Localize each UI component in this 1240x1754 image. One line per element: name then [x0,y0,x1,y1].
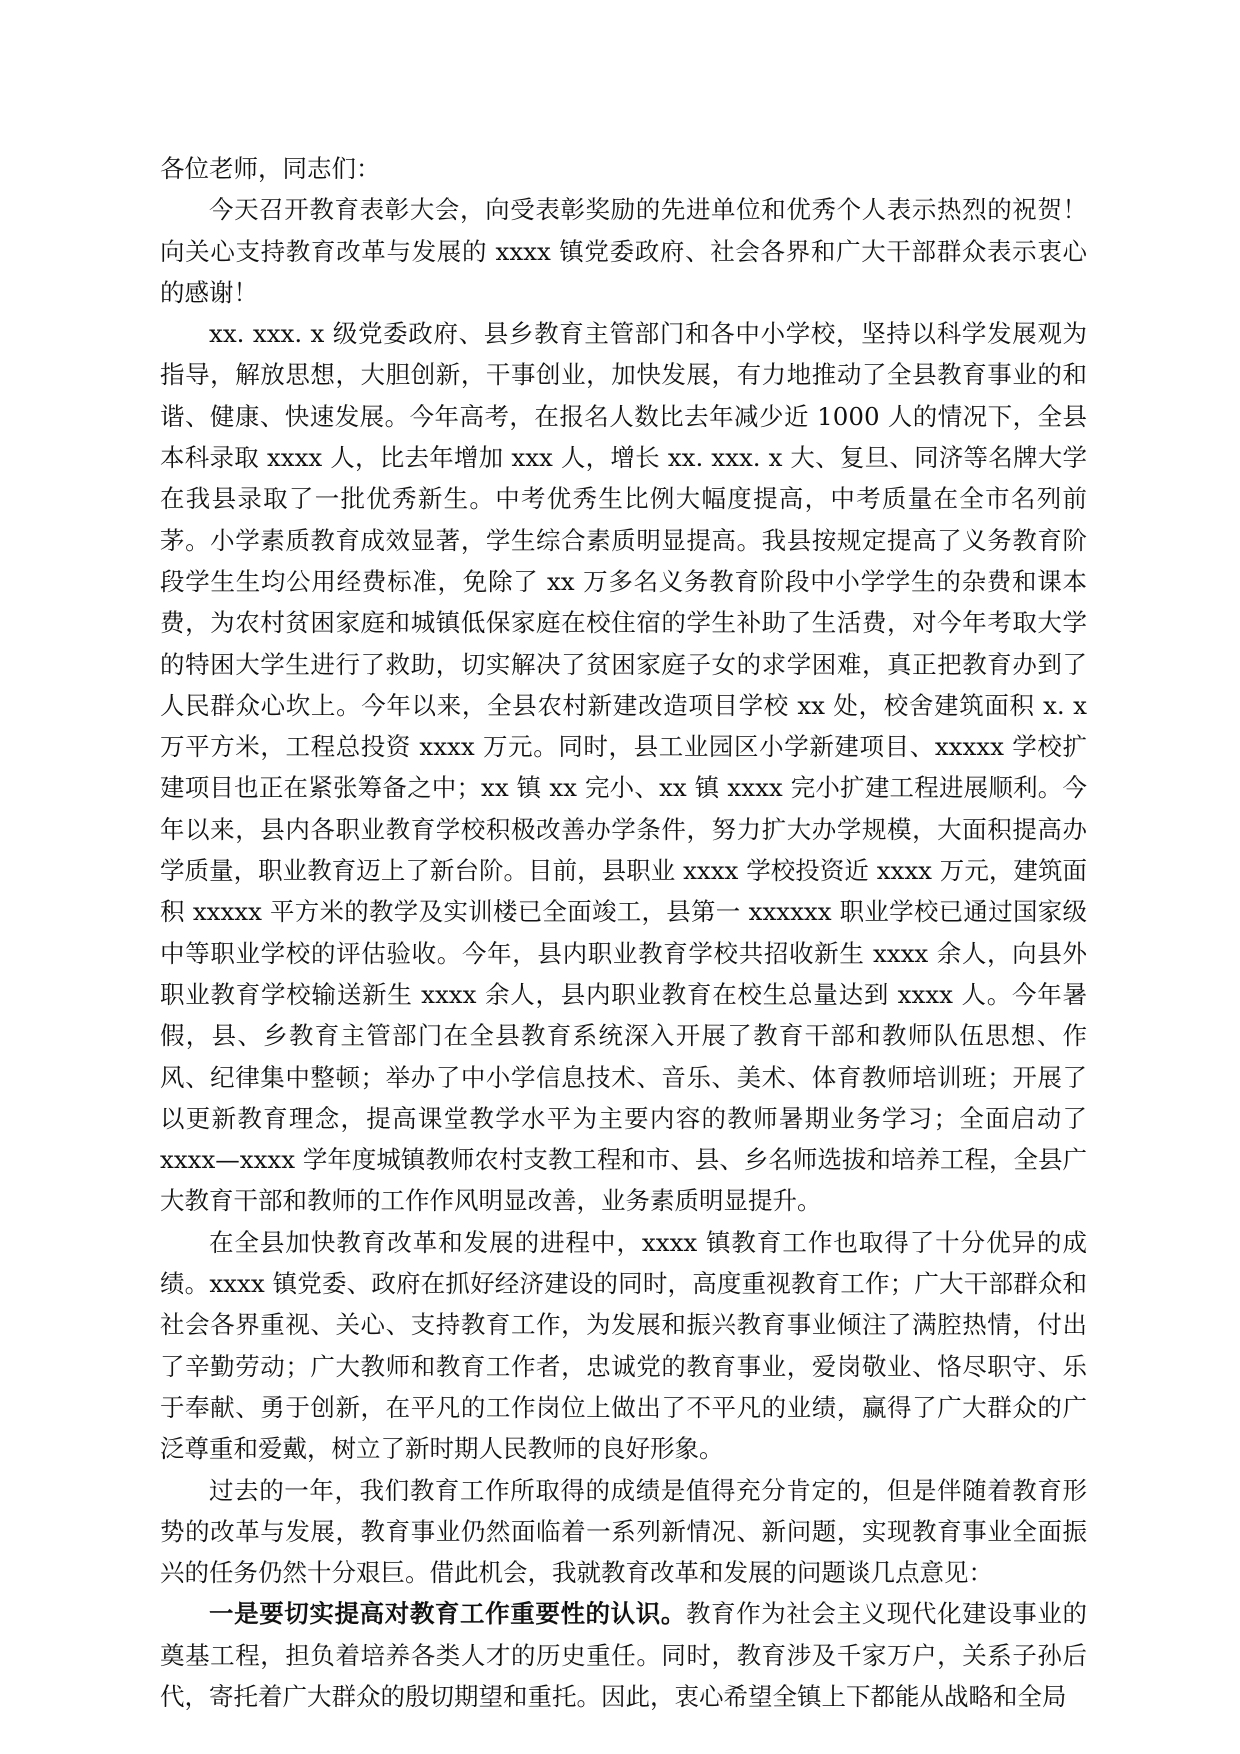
paragraph-county-achievements: xx. xxx. x 级党委政府、县乡教育主管部门和各中小学校，坚持以科学发展观为指导，解放思想，大胆创新，干事创业，加快发展，有力地推动了全县教育事业的和谐、健康、快速发展。今年高考，在报名人数比去年减少近 1000 人的情况下，全县本科录取 xxxx 人，比去年增加 xxx 人，增长 xx. xxx. x 大、复旦、同济等名牌大学在我县录取了一批优秀新生。中考优秀生比例大幅度提高，中考质量在全市名列前茅。小学素质教育成效显著，学生综合素质明显提高。我县按规定提高了义务教育阶段学生生均公用经费标准，免除了 xx 万多名义务教育阶段中小学学生的杂费和课本费，为农村贫困家庭和城镇低保家庭在校住宿的学生补助了生活费，对今年考取大学的特困大学生进行了救助，切实解决了贫困家庭子女的求学困难，真正把教育办到了人民群众心坎上。今年以来，全县农村新建改造项目学校 xx 处，校舍建筑面积 x. x 万平方米，工程总投资 xxxx 万元。同时，县工业园区小学新建项目、xxxxx 学校扩建项目也正在紧张筹备之中；xx 镇 xx 完小、xx 镇 xxxx 完小扩建工程进展顺利。今年以来，县内各职业教育学校积极改善办学条件，努力扩大办学规模，大面积提高办学质量，职业教育迈上了新台阶。目前，县职业 xxxx 学校投资近 xxxx 万元，建筑面积 xxxxx 平方米的教学及实训楼已全面竣工，县第一 xxxxxx 职业学校已通过国家级中等职业学校的评估验收。今年，县内职业教育学校共招收新生 xxxx 余人，向县外职业教育学校输送新生 xxxx 余人，县内职业教育在校生总量达到 xxxx 人。今年暑假，县、乡教育主管部门在全县教育系统深入开展了教育干部和教师队伍思想、作风、纪律集中整顿；举办了中小学信息技术、音乐、美术、体育教师培训班；开展了以更新教育理念，提高课堂教学水平为主要内容的教师暑期业务学习；全面启动了 xxxx—xxxx 学年度城镇教师农村支教工程和市、县、乡名师选拔和培养工程，全县广大教育干部和教师的工作作风明显改善，业务素质明显提升。 [160,319,1087,1216]
salutation: 各位老师，同志们： [160,154,381,183]
paragraph-point-one [160,1593,1087,1717]
document-page [160,148,1087,1717]
paragraph-town-achievements: 在全县加快教育改革和发展的进程中，xxxx 镇教育工作也取得了十分优异的成绩。xxxx 镇党委、政府在抓好经济建设的同时，高度重视教育工作；广大干部群众和社会各界重视、关心、支持教育工作，为发展和振兴教育事业倾注了满腔热情，付出了辛勤劳动；广大教师和教育工作者，忠诚党的教育事业，爱岗敬业、恪尽职守、乐于奉献、勇于创新，在平凡的工作岗位上做出了不平凡的业绩，赢得了广大群众的广泛尊重和爱戴，树立了新时期人民教师的良好形象。 [160,1227,1087,1464]
point-one-body: 教育作为社会主义现代化建设事业的奠基工程，担负着培养各类人才的历史重任。同时，教育涉及千家万户，关系子孙后代，寄托着广大群众的殷切期望和重托。因此，衷心希望全镇上下都能从战略和全局 [160,1599,1088,1711]
paragraph-congratulations: 今天召开教育表彰大会，向受表彰奖励的先进单位和优秀个人表示热烈的祝贺！向关心支持教育改革与发展的 xxxx 镇党委政府、社会各界和广大干部群众表示衷心的感谢！ [160,195,1087,307]
paragraph-challenges: 过去的一年，我们教育工作所取得的成绩是值得充分肯定的，但是伴随着教育形势的改革与发展，教育事业仍然面临着一系列新情况、新问题，实现教育事业全面振兴的任务仍然十分艰巨。借此机会，我就教育改革和发展的问题谈几点意见： [160,1475,1087,1588]
point-one-heading: 一是要切实提高对教育工作重要性的认识。 [209,1599,686,1629]
